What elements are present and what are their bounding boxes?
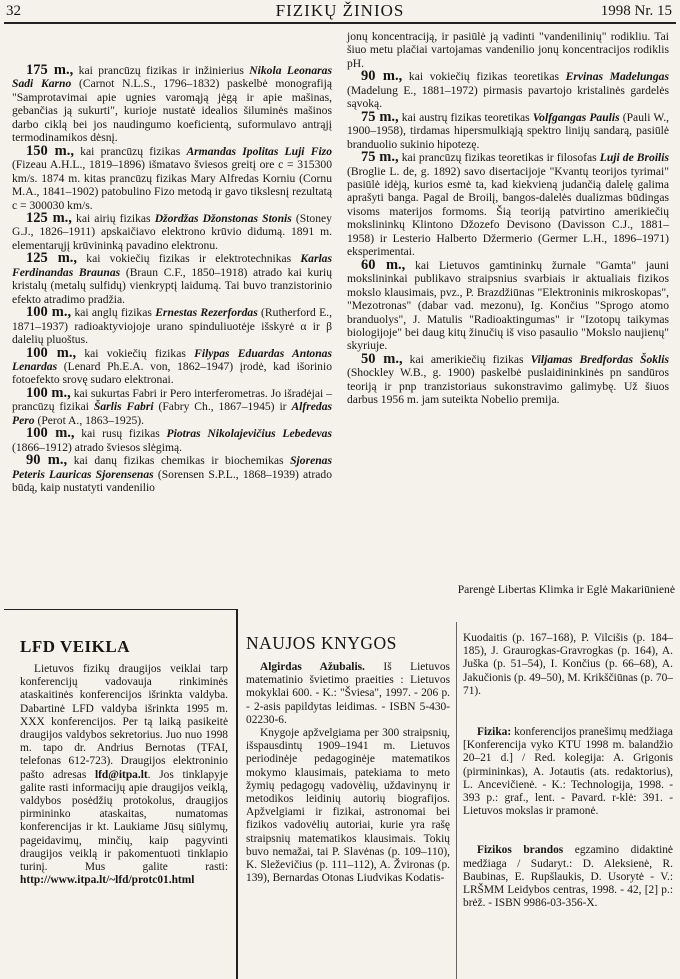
book-entry-1: Iš Lietuvos matematinio švietimo praeities : Lietuvos mokyklai 600. - K.: "Šviesa", 1997. - 206 p. - 2-asis papildytas leidimas. - ISBN 5-430-02230-6. (246, 661, 450, 726)
entry-year: 90 m., (26, 452, 68, 469)
book-entry-2: konferencijos pranešimų medžiaga [Konferencija vyko KTU 1998 m. balandžio 20–21 d.] / Red. kolegija: A. Grigonis (pirmininkas), A. Jotautis (ats. redaktorius), L. Ancevičienė. - K.: Technologija, 1998. - 393 p.: graf., lent. - Pavard. r-klė: 391. - Lietuvos mokslas ir pramonė. (463, 726, 673, 818)
entry-year: 100 m., (26, 425, 75, 442)
entry-intro: kai rusų fizikas (81, 427, 160, 441)
person-name: Volfgangas Paulis (532, 110, 620, 124)
book-description: Knygoje apžvelgiama per 300 straipsnių, išspausdintų 1909–1941 m. Lietuvos periodinėje pedagoginėje matematikos mokymo klausimais, patekiama to meto žymių pedagogų vadovėlių, uždavinynų ir metodikos leidinių autorių biografijos. Apžvelgiami ir fizikai, astronomai bei fizikos vadovėlių autoriai, kurie yra rašę straipsnių matematikos klausimais. Tokių buvo nemažai, tai P. Slavėnas (p. 109–110), K. Sleževičius (p. 111–112), A. Žvironas (p. 139), Bernardas Otonas Liudvikas Kodatis- (246, 727, 450, 885)
person-name: Lujі de Broilis (599, 151, 669, 165)
entry-intro: kai prancūzų fizikas teoretikas ir filosofas (401, 151, 597, 165)
person-name: Šarlis Fabri (93, 400, 154, 414)
person-name: Alfredas Pero (12, 400, 333, 427)
entry-intro: kai anglų fizikas (74, 306, 152, 320)
entry-intro: kai austrų fizikas teoretikas (401, 110, 530, 124)
entry-text: (Stoney G.J., 1826–1911) apskaičiavo elektrono krūvio didumą. 1891 m. elementarųjį krūvininką pavadino elektronu. (12, 211, 332, 252)
entry-text: (Perot A., 1863–1925). (37, 413, 145, 427)
entry-year: 150 m., (26, 142, 75, 159)
issue-number: 1998 Nr. 15 (600, 3, 672, 19)
entry-intro: kai sukurtas Fabri ir Pero interferometras. Jo išradėjai – prancūzų fizikai (12, 386, 332, 414)
entry-year: 75 m., (361, 149, 399, 166)
entry-year: 60 m., (361, 256, 406, 273)
books-column-1 (246, 661, 450, 885)
entry-text: (Rutherford E., 1871–1937) radioaktyviojoje urano spinduliuotėje išskyrė α ir β dalelių pluoštus. (12, 306, 332, 347)
entry-text: (Carnot N.L.S., 1796–1832) paskelbė monografiją "Samprotavimai apie ugnies varomąją jėgą ir apie mašinas, gebančias ją sukurti", kurioje nustatė idealios šiluminės mašinos darbo ciklą bei jos naudingumo koeficientą, suformulavo antrąjį termodinamikos dėsnį. (12, 77, 332, 145)
lfd-text (20, 663, 228, 887)
authors-signature: Parengė Libertas Klimka ir Eglė Makariūnienė (457, 583, 675, 596)
entry-year: 125 m., (26, 209, 72, 226)
entry-intro: kai danų fizikas chemikas ir biochemikas (73, 454, 284, 468)
person-name: Armandas Ipolitas Lujі Fizo (186, 144, 332, 158)
section-divider-left (4, 609, 236, 610)
history-entry (347, 151, 669, 259)
entry-intro: kai prancūzų fizikas ir inžinierius (78, 64, 244, 77)
books-column-divider (456, 622, 457, 979)
history-entry (12, 209, 332, 252)
entry-year: 175 m., (26, 62, 74, 78)
entry-intro: kai airių fizikas (76, 211, 151, 225)
entry-text: (Braun C.F., 1850–1918) atrado kai kurių kristalų (metalų sulfidų) vienkryptį laidumą. Tai buvo tranzistorinio efekto atradimo pradžia. (12, 265, 332, 306)
entry-intro: kai vokiečių fizikas teoretikas (408, 70, 559, 84)
running-header (0, 0, 680, 22)
book-entry-3: egzamino didaktinė medžiaga / Sudaryt.: D. Aleksienė, R. Baubinas, E. Rupšlaukis, D. Usorytė - V.: LRŠMM Leidybos centras, 1998. - 42, [2] p.: brėž. - ISBN 9986-03-356-X. (463, 844, 673, 910)
person-name: Sjorenas Peteris Lauricas Sjorensenas (12, 454, 332, 481)
person-name: Ervinas Madelungas (565, 70, 669, 84)
book-author: Algirdas Ažubalis. (260, 661, 365, 673)
history-entry (347, 108, 670, 151)
history-entry (347, 70, 669, 110)
header-rule (4, 22, 676, 24)
person-name: Karlas Ferdinandas Braunas (12, 252, 332, 279)
entry-year: 100 m., (26, 304, 72, 321)
history-entry (347, 350, 669, 407)
entry-intro: kai prancūzų fizikas (80, 144, 181, 158)
entry-text: (Lenard Ph.E.A. von, 1862–1947) įrodė, kad išorinio fotoefekto srovę sudaro elektronai. (12, 359, 333, 387)
entry-text: (Broglie L. de, g. 1892) savo disertacijoje "Kvantų teorijos tyrimai" pasiūlė idėją, kurios esmė ta, kad kiekvieną judančią dalelę galima aprašyti banga. Pagal de Broilį, bangos-dalelės dualizmas būdingas visoms materijos formoms. Šią teoriją patvirtino amerikiečių mokslininkų Klintono Džozefo Devisono (Davisson C.J., 1881–1958) ir Lesterio Halberto Džermerio (Germer L.H., 1896–1971) eksperimentai. (347, 164, 669, 259)
entry-text: (1866–1912) atrado šviesos slėgimą. (12, 440, 183, 454)
journal-title: FIZIKŲ ŽINIOS (275, 1, 405, 20)
entry-text: (Madelung E., 1881–1972) pirmasis pavartojo kristalinės gardelės sąvoką. (347, 83, 669, 111)
person-name: Ernestas Rezerfordas (155, 306, 258, 320)
history-entry (347, 256, 669, 353)
history-right-column (347, 30, 669, 407)
entry-year: 75 m., (361, 108, 399, 125)
history-entry (12, 252, 332, 306)
history-left-column (12, 64, 332, 495)
book-3-label: Fizikos brandos (477, 844, 564, 857)
entry-text: (Sorensen S.P.L., 1868–1939) atrado būdą, kaip nustatyti vandenilio (12, 467, 332, 495)
books-column-2 (463, 632, 673, 910)
page-number: 32 (6, 3, 21, 19)
history-entry (12, 427, 332, 454)
lfd-section-title: LFD VEIKLA (20, 637, 131, 656)
lfd-body: Lietuvos fizikų draugijos veiklai tarp konferencijų vadovauja rinkiminės ataskaitinės konferencijos išrinkta valdyba. Dabartinė LFD valdyba išrinkta 1995 m. XXX konferencijos. Per tą laiką pasikeitė draugijos valdybos sekretorius. Juo nuo 1998 m. tapo dr. Andrius Bernotas (TFAI, telefonas 612-723). Draugijos elektroninio pašto adresas (20, 663, 228, 781)
entry-intro: kai vokiečių fizikas ir elektrotechnikas (86, 252, 292, 266)
person-name: Viljamas Bredfordas Šoklis (530, 352, 669, 366)
history-entry (12, 142, 332, 212)
history-entry (12, 344, 333, 387)
lfd-url[interactable]: http://www.itpa.lt/~lfd/protc01.html (20, 874, 195, 887)
entry-year: 100 m., (26, 344, 77, 361)
entry-intro: kai Lietuvos gamtininkų žurnale "Gamta" jauni mokslininkai publikavo straipsnius svarbiais ir aktualiais fizikos mokslo klausimais, pvz., P. Brazdžiūnas "Elektroninis mikroskopas", "Mezotronas" (dabar vad. mezonu), Ig. Končius "Sprogo atomo branduolys", J. Matulis "Radioaktingumas" ir "Izotopų taikymas biologijoje" bei daug kitų žinučių iš viso pasaulio "Mokslo naujienų" skyriuje. (347, 258, 669, 353)
history-entry (12, 454, 332, 494)
entry-year: 100 m., (26, 384, 71, 401)
history-entry (12, 384, 333, 427)
entry-intro: kai amerikiečių fizikas (409, 352, 524, 366)
entry-text: (Pauli W., 1900–1958), tirdamas hipersmulkiąją spektro linijų sandarą, pasiūlė branduolio sukinio hipotezę. (347, 110, 670, 151)
entry-year: 125 m., (26, 250, 78, 267)
entry-text: (Fabry Ch., 1867–1945) ir (158, 400, 287, 414)
entry-year: 50 m., (361, 350, 403, 367)
lfd-email[interactable]: lfd@itpa.lt (94, 768, 148, 781)
person-name: Piotras Nikolajevičius Lebedevas (166, 427, 332, 441)
lfd-body-2: . Jos tinklapyje galite rasti informacijų apie draugijos veiklą, valdybos posėdžių protokolus, draugijos pirmininko ataskaitas, numatomas konferencijas ir kt. Laukiame Jūsų siūlymų, pageidavimų, minčių, kaip pagyvinti draugijos veiklą ir pakomentuoti tinklapio turinį. Mus galite rasti: (20, 768, 228, 874)
section-vertical-divider (236, 609, 238, 979)
history-entry (12, 306, 332, 346)
book-description-cont: Kuodaitis (p. 167–168), P. Vilcišis (p. 184–185), J. Graurogkas-Gravrogkas (p. 164), A. Juška (p. 51–54), I. Končius (p. 66–68), A. Jakučionis (p. 49–50), M. Krikščiūnas (p. 70–71). (463, 632, 673, 697)
entry-text: (Fizeau A.H.L., 1819–1896) išmatavo šviesos greitį ore c = 315300 km/s. 1874 m. kitas prancūzų fizikas Mary Alfredas Korniu (Cornu M.A., 1841–1902) patobulino Fizo metodą ir gavo tikslesnį rezultatą c = 300030 km/s. (12, 158, 332, 212)
history-entry (12, 64, 332, 145)
entry-year: 90 m., (361, 68, 403, 85)
continuation-paragraph: jonų koncentraciją, ir pasiūlė ją vadinti "vandenilinių" rodikliu. Tai šiuo metu plačiai vartojamas vandenilio jonų koncentracijos rodiklis pH. (347, 30, 669, 70)
book-2-label: Fizika: (477, 726, 512, 739)
entry-text: (Shockley W.B., g. 1900) paskelbė puslaidininkinės pn sandūros teoriją ir pnp tranzistoriaus sukonstravimo galimybę. Už šiuos darbus 1956 m. jam suteikta Nobelio premija. (347, 366, 669, 407)
entry-intro: kai vokiečių fizikas (84, 346, 186, 360)
person-name: Filypas Eduardas Antonas Lenardas (12, 346, 332, 373)
person-name: Džordžas Džonstonas Stonis (154, 211, 292, 225)
person-name: Nikola Leonaras Sadi Karno (12, 64, 332, 91)
books-section-title: NAUJOS KNYGOS (246, 633, 397, 653)
